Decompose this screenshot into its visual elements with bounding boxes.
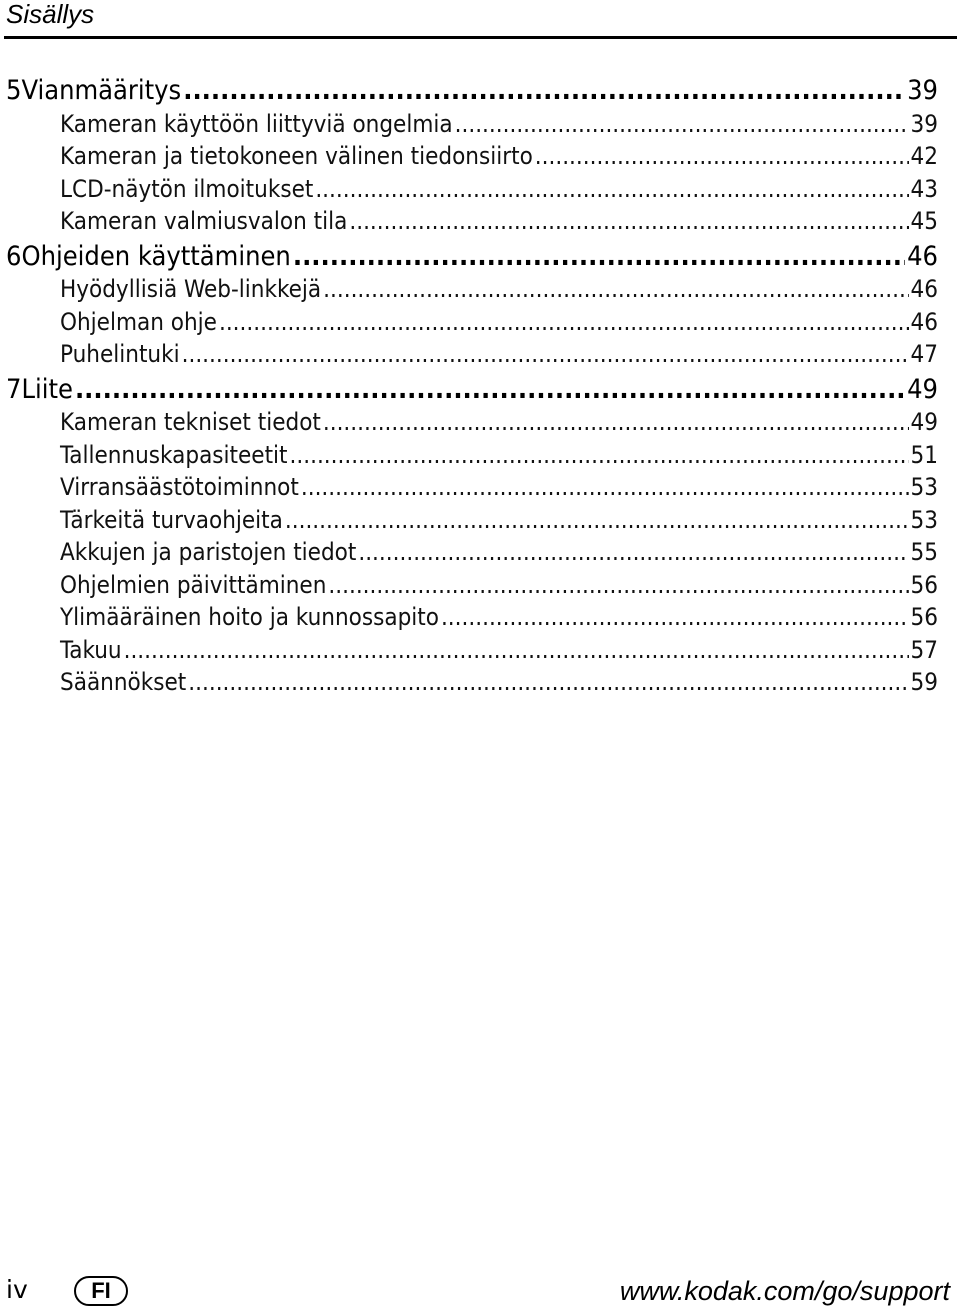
entry-title: Tallennuskapasiteetit [60,440,288,469]
entry-page: 56 [910,603,938,631]
toc-section-6 [0,241,960,371]
entry-title: Puhelintuki [60,340,180,368]
dot-leader [349,205,908,238]
entry-page: 43 [910,174,938,203]
entry-title: Hyödyllisiä Web-linkkejä [60,275,322,303]
entry-page: 47 [910,340,938,368]
language-badge: FI [74,1276,128,1306]
toc-entry[interactable] [0,666,938,699]
toc-entry[interactable] [0,439,938,472]
chapter-number: 5 [6,75,22,106]
dot-leader [315,173,908,206]
entry-title: Kameran valmiusvalon tila [60,207,348,235]
toc-section-7 [0,374,960,699]
entry-page: 56 [910,570,938,599]
toc-entry[interactable] [0,504,938,537]
entry-page: 53 [910,505,938,534]
entry-page: 42 [910,142,938,170]
dot-leader [455,108,909,141]
dot-leader [358,536,908,569]
dot-leader [290,439,909,472]
dot-leader [301,471,909,504]
toc-entry[interactable] [0,273,938,306]
toc-entry[interactable] [0,173,938,206]
toc-chapter[interactable] [0,241,938,274]
entry-title: Virransäästötoiminnot [60,473,299,501]
chapter-title: Liite [21,373,73,405]
dot-leader [535,140,909,173]
toc-entry[interactable] [0,569,938,602]
toc-entry[interactable] [0,406,938,439]
toc-chapter[interactable] [0,374,938,407]
dot-leader [441,601,909,634]
dot-leader [188,666,908,699]
table-of-contents [0,75,960,699]
page-header-title: Sisällys [6,0,95,29]
entry-title: Ohjelman ohje [60,307,217,336]
entry-page: 45 [910,207,938,235]
footer-page-number: iv [6,1275,28,1304]
dot-leader [182,338,909,371]
entry-title: Säännökset [60,668,187,696]
entry-title: Kameran ja tietokoneen välinen tiedonsiirto [60,142,533,170]
toc-chapter[interactable] [0,75,938,108]
entry-page: 51 [910,440,938,469]
toc-entry[interactable] [0,536,938,569]
entry-title: LCD-näytön ilmoitukset [60,174,314,203]
entry-page: 57 [910,635,938,664]
toc-entry[interactable] [0,634,938,667]
entry-title: Takuu [60,635,122,664]
dot-leader [219,306,909,339]
dot-leader [328,569,908,602]
entry-page: 46 [910,275,938,303]
dot-leader [323,406,909,439]
toc-entry[interactable] [0,205,938,238]
toc-section-5 [0,75,960,238]
toc-entry[interactable] [0,306,938,339]
entry-title: Ohjelmien päivittäminen [60,570,327,599]
entry-title: Kameran tekniset tiedot [60,408,321,436]
page-footer [0,1274,960,1313]
chapter-title: Ohjeiden käyttäminen [21,240,291,272]
chapter-number: 7 [6,373,22,405]
toc-entry[interactable] [0,471,938,504]
entry-title: Tärkeitä turvaohjeita [60,505,283,534]
chapter-title: Vianmääritys [21,75,182,106]
chapter-page: 49 [907,373,938,405]
toc-entry[interactable] [0,140,938,173]
toc-entry[interactable] [0,108,938,141]
dot-leader [323,273,908,306]
entry-page: 49 [910,408,938,436]
dot-leader [293,241,905,274]
entry-page: 55 [910,538,938,566]
dot-leader [285,504,909,537]
entry-page: 53 [910,473,938,501]
toc-entry[interactable] [0,601,938,634]
entry-page: 46 [910,307,938,336]
toc-entry[interactable] [0,338,938,371]
entry-title: Kameran käyttöön liittyviä ongelmia [60,109,453,138]
dot-leader [124,634,909,667]
chapter-page: 46 [907,240,938,272]
dot-leader [75,374,905,407]
entry-title: Ylimääräinen hoito ja kunnossapito [60,603,439,631]
dot-leader [183,75,905,108]
entry-page: 59 [910,668,938,696]
entry-title: Akkujen ja paristojen tiedot [60,538,357,566]
chapter-number: 6 [6,240,22,272]
entry-page: 39 [910,109,938,138]
chapter-page: 39 [907,75,938,106]
header-divider [4,36,957,39]
support-link[interactable]: www.kodak.com/go/support [619,1276,950,1306]
